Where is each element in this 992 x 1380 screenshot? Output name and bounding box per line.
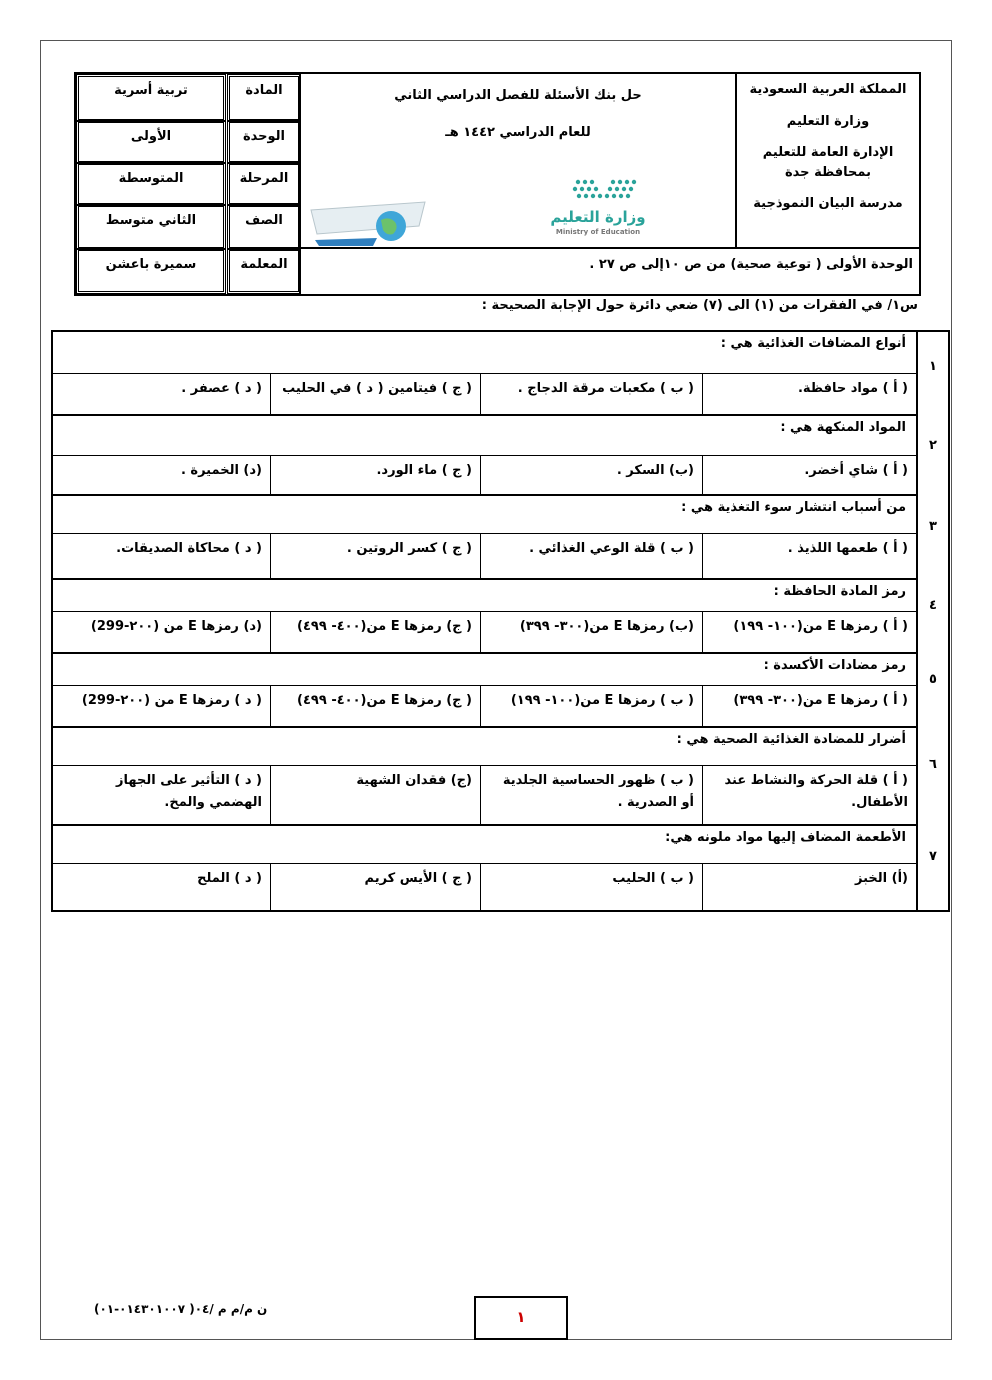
- question-text: الأطعمة المضاف إليها مواد ملونه هي:: [53, 826, 916, 864]
- question-text: رمز مضادات الأكسدة :: [53, 654, 916, 686]
- info-value: سميرة باعشن: [76, 248, 226, 294]
- info-row-grade: [76, 204, 303, 250]
- question-number: ٤: [929, 598, 937, 613]
- info-row-teacher: [76, 248, 303, 294]
- option-d[interactable]: ( د ) عصفر .: [181, 381, 262, 396]
- option-a[interactable]: ( أ ) رمزها E من(٣٠٠- ٣٩٩): [702, 686, 916, 728]
- question-number: ٧: [929, 849, 937, 864]
- question-row: [53, 728, 916, 826]
- academic-year: للعام الدراسي ١٤٤٢ هـ: [445, 125, 591, 140]
- option-d[interactable]: ( د ) الملح: [197, 871, 262, 886]
- info-value: الأولى: [76, 120, 226, 164]
- info-label: المرحلة: [227, 162, 301, 206]
- ministry-logo-text: وزارة التعليم: [550, 208, 646, 226]
- option-d[interactable]: ( د ) التأثير على الجهاز الهضمي والمخ.: [116, 773, 262, 811]
- question-row: [53, 416, 916, 496]
- info-label: المادة: [227, 74, 301, 122]
- option-b[interactable]: (ب) السكر .: [480, 456, 702, 496]
- question-text: من أسباب انتشار سوء التغذية هي :: [53, 496, 916, 534]
- option-d[interactable]: ( د ) رمزها E من (٢٠٠-299): [81, 693, 262, 708]
- question-text: المواد المنكهة هي :: [53, 416, 916, 456]
- question-number: ٣: [929, 519, 937, 534]
- option-c[interactable]: (ج) فقدان الشهية: [270, 766, 480, 826]
- option-a[interactable]: ( أ ) قلة الحركة والنشاط عند الأطفال.: [702, 766, 916, 826]
- question-text: رمز المادة الحافظة :: [53, 580, 916, 612]
- info-row-subject: [76, 74, 303, 122]
- option-a[interactable]: ( أ ) رمزها E من(١٠٠- ١٩٩): [702, 612, 916, 654]
- option-c[interactable]: ( ج) رمزها E من(٤٠٠- ٤٩٩): [270, 612, 480, 654]
- ministry-logo-icon: [523, 174, 673, 240]
- question-instruction: س١/ في الفقرات من (١) الى (٧) ضعي دائرة حول الإجابة الصحيحة :: [481, 298, 918, 313]
- document-title: حل بنك الأسئلة للفصل الدراسي الثاني: [394, 88, 642, 103]
- question-number: ٥: [929, 672, 937, 687]
- ministry-logo-en: Ministry of Education: [555, 228, 641, 236]
- directorate-name: الإدارة العامة للتعليم بمحافظة جدة: [762, 145, 894, 180]
- option-b[interactable]: ( ب ) رمزها E من(١٠٠- ١٩٩): [480, 686, 702, 728]
- option-c[interactable]: ( ج ) فيتامين ( د ) في الحليب: [270, 374, 480, 416]
- info-row-unit: [76, 120, 303, 164]
- school-block: [735, 74, 919, 249]
- option-d-text: (د) رمزها E من (٢٠٠-299): [90, 619, 262, 634]
- option-c[interactable]: ( ج ) ماء الورد.: [270, 456, 480, 496]
- ministry-name: وزارة التعليم: [786, 113, 870, 129]
- question-row: [53, 332, 916, 416]
- question-text: أنواع المضافات الغذائية هي :: [53, 332, 916, 374]
- info-label: المعلمة: [227, 248, 301, 294]
- school-name: مدرسة البيان النموذجية: [753, 196, 903, 211]
- info-label: الوحدة: [227, 120, 301, 164]
- info-row-stage: [76, 162, 303, 206]
- option-d[interactable]: ( د ) محاكاة الصديقات.: [116, 541, 262, 556]
- question-number: ٦: [929, 757, 937, 772]
- question-text: أضرار للمضادة الغذائية الصحية هي :: [53, 728, 916, 766]
- option-a[interactable]: (أ) الخبز: [702, 864, 916, 910]
- question-row: [53, 496, 916, 580]
- option-b[interactable]: ( ب ) الحليب: [480, 864, 702, 910]
- kingdom-name: المملكة العربية السعودية: [749, 82, 907, 97]
- header-table: [74, 72, 921, 296]
- question-number-column: [916, 332, 948, 910]
- option-b[interactable]: ( ب ) مكعبات مرقة الدجاج .: [480, 374, 702, 416]
- info-value: تربية أسرية: [76, 74, 226, 122]
- question-number: ٢: [929, 438, 937, 453]
- info-value: المتوسطة: [76, 162, 226, 206]
- info-value: الثاني متوسط: [76, 204, 226, 250]
- option-b[interactable]: ( ب ) قلة الوعي الغذائي .: [480, 534, 702, 580]
- option-d[interactable]: (د) الخميرة .: [180, 463, 262, 478]
- option-c[interactable]: ( ج ) كسر الروتين .: [270, 534, 480, 580]
- question-row: [53, 654, 916, 728]
- page-number: ١: [474, 1296, 568, 1340]
- vision-logo-icon: [307, 200, 437, 248]
- question-row: [53, 826, 916, 910]
- info-label: الصف: [227, 204, 301, 250]
- option-c[interactable]: ( ج ) الأيس كريم: [270, 864, 480, 910]
- option-a[interactable]: ( أ ) طعمها اللذيذ .: [702, 534, 916, 580]
- questions-table: [51, 330, 950, 912]
- option-b[interactable]: ( ب ) ظهور الحساسية الجلدية أو الصدرية .: [480, 766, 702, 826]
- option-b[interactable]: (ب) رمزها E من(٣٠٠- ٣٩٩): [480, 612, 702, 654]
- option-a[interactable]: ( أ ) شاي أخضر.: [702, 456, 916, 496]
- question-number: ١: [929, 359, 937, 374]
- question-row: [53, 580, 916, 654]
- unit-line: الوحدة الأولى ( توعية صحية) من ص ١٠إلى ص ٢٧ .: [299, 249, 919, 294]
- document-code: ن م/م م /٠٤( ٠١٤٣٠١٠٠٧-٠١): [94, 1302, 268, 1316]
- option-a[interactable]: ( أ ) مواد حافظة.: [702, 374, 916, 416]
- option-c[interactable]: ( ج) رمزها E من(٤٠٠- ٤٩٩): [270, 686, 480, 728]
- title-block: [299, 74, 735, 249]
- option-d[interactable]: [51, 612, 270, 654]
